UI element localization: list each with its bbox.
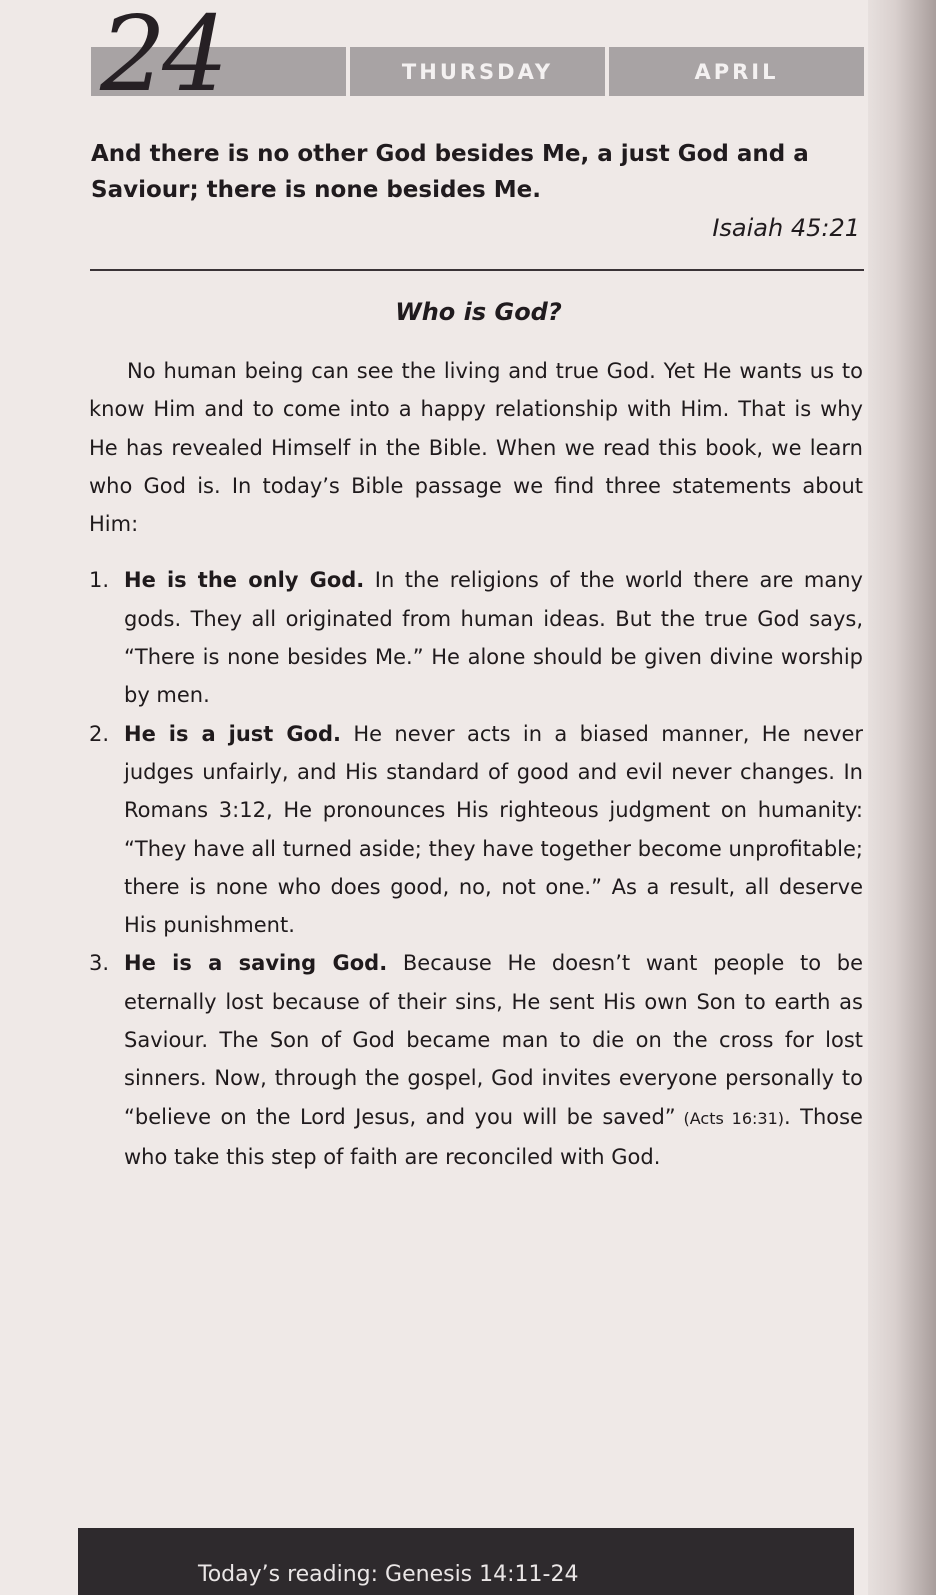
list-item-body: He never acts in a biased manner, He never judges unfairly, and His standard of good and evil never changes. In Romans 3:12, He pronounces His righteous judgment on humanity: “They have all turned aside; they have together become unprofitable; there is none who does good, no, not one.” As a result, all deserve His punishment. bbox=[124, 721, 864, 938]
list-item-text bbox=[124, 715, 863, 945]
list-item-body-end: . Those who take this step of faith are reconciled with God. bbox=[124, 1104, 863, 1169]
verse-reference: Isaiah 45:21 bbox=[712, 214, 860, 242]
list-item-heading: He is the only God. bbox=[124, 568, 365, 593]
scripture-citation: (Acts 16:31) bbox=[675, 1108, 785, 1128]
devotion-title: Who is God? bbox=[395, 298, 562, 326]
reading-footer-bar bbox=[78, 1528, 854, 1595]
list-item bbox=[89, 561, 863, 714]
statements-list bbox=[89, 561, 863, 1176]
list-item-body: In the religions of the world there are many gods. They all originated from human ideas. But the true God says, “There is none besides Me.” He alone should be given divine worship by men. bbox=[124, 568, 863, 708]
list-item bbox=[89, 715, 863, 945]
list-item-text bbox=[124, 561, 863, 714]
key-verse: And there is no other God besides Me, a just God and a Saviour; there is none besides Me. bbox=[91, 141, 809, 203]
list-item-heading: He is a saving God. bbox=[124, 951, 388, 976]
month-label: APRIL bbox=[609, 47, 864, 96]
list-item-text bbox=[124, 944, 863, 1176]
intro-paragraph: No human being can see the living and true God. Yet He wants us to know Him and to come into a happy relationship with Him. That is why He has revealed Himself in the Bible. When we read this book, we learn who God is. In today’s Bible passage we find three statements about Him: bbox=[89, 359, 863, 537]
list-number: 3. bbox=[89, 951, 110, 976]
list-item bbox=[89, 944, 863, 1176]
list-number: 2. bbox=[89, 721, 110, 746]
list-number: 1. bbox=[89, 568, 110, 593]
day-number: 24 bbox=[100, 0, 225, 115]
list-item-body: Because He doesn’t want people to be eternally lost because of their sins, He sent His own Son to earth as Saviour. The Son of God became man to die on the cross for lost sinners. Now, through the gospel, God invites everyone personally to “believe on the Lord Jesus, and you will be saved” bbox=[124, 951, 863, 1129]
list-item-heading: He is a just God. bbox=[124, 721, 341, 746]
weekday-label: THURSDAY bbox=[350, 47, 605, 96]
page-edge-shadow bbox=[868, 0, 936, 1595]
devotion-body bbox=[89, 352, 863, 1176]
todays-reading: Today’s reading: Genesis 14:11-24 bbox=[198, 1562, 579, 1587]
divider-rule bbox=[90, 269, 864, 271]
